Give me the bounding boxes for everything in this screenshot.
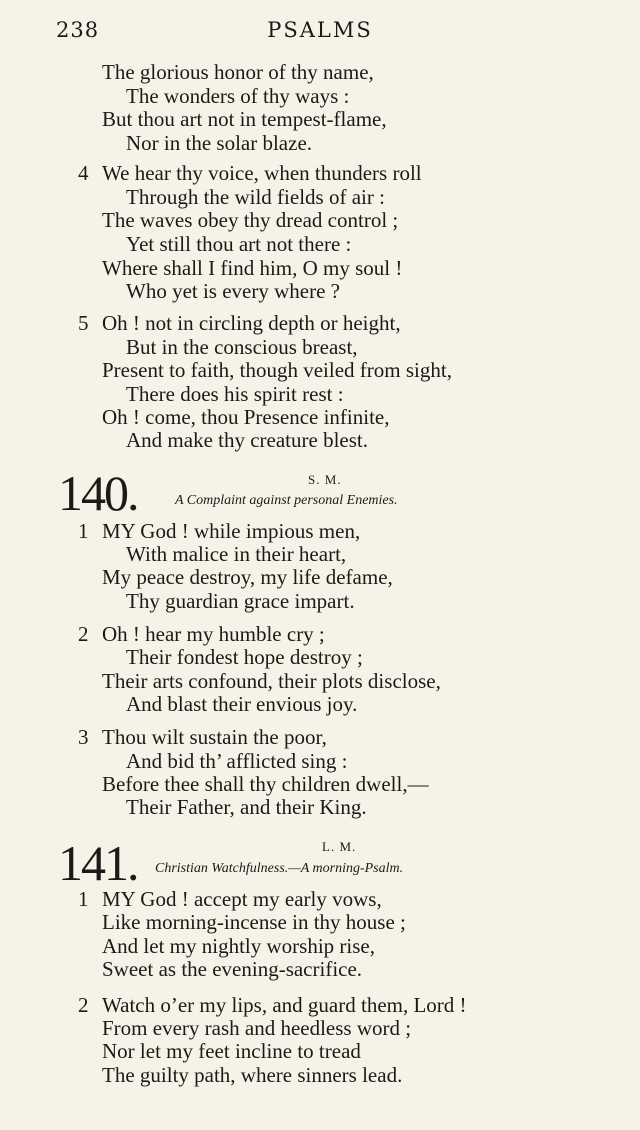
stanza-number: 1 <box>78 519 89 543</box>
hymn-number: 141. <box>58 835 138 891</box>
verse-line: The guilty path, where sinners lead. <box>102 1063 403 1087</box>
hymn-subject: Christian Watchfulness.—A morning-Psalm. <box>155 861 404 876</box>
verse-line: Thou wilt sustain the poor, <box>102 725 327 749</box>
verse-line: There does his spirit rest : <box>126 382 344 406</box>
running-title: PSALMS <box>267 18 373 42</box>
page-header <box>0 18 640 48</box>
verse-line: My peace destroy, my life defame, <box>102 565 393 589</box>
verse-line: Nor let my feet incline to tread <box>102 1039 361 1063</box>
verse-line: Present to faith, though veiled from sight, <box>102 358 452 382</box>
verse-line: Who yet is every where ? <box>126 279 340 303</box>
verse-line: Their Father, and their King. <box>126 795 367 819</box>
hymn-meter: S. M. <box>308 472 342 487</box>
verse-line: Oh ! not in circling depth or height, <box>102 311 401 335</box>
verse-line: Yet still thou art not there : <box>126 232 352 256</box>
verse-line: Before thee shall thy children dwell,— <box>102 772 429 796</box>
verse-line: The glorious honor of thy name, <box>102 60 374 84</box>
verse-line: MY God ! while impious men, <box>102 519 361 543</box>
stanza-number: 5 <box>78 311 89 335</box>
verse-line: From every rash and heedless word ; <box>102 1016 412 1040</box>
stanza-number: 2 <box>78 622 89 646</box>
verse-line: Nor in the solar blaze. <box>126 131 313 155</box>
verse-line: Where shall I find him, O my soul ! <box>102 256 403 280</box>
stanza-number: 1 <box>78 887 89 911</box>
verse-line: And make thy creature blest. <box>126 428 368 452</box>
verse-line: With malice in their heart, <box>126 542 347 566</box>
verse-line: Through the wild fields of air : <box>126 185 385 209</box>
page-number: 238 <box>56 18 100 42</box>
verse-line: Their arts confound, their plots disclose, <box>102 669 441 693</box>
stanza-number: 3 <box>78 725 89 749</box>
verse-line: But thou art not in tempest-flame, <box>102 107 387 131</box>
verse-line: Their fondest hope destroy ; <box>126 645 363 669</box>
verse-line: The waves obey thy dread control ; <box>102 208 399 232</box>
verse-line: Thy guardian grace impart. <box>126 589 355 613</box>
hymn-number: 140. <box>58 465 138 521</box>
verse-line: And blast their envious joy. <box>126 692 358 716</box>
verse-line: And bid th’ afflicted sing : <box>126 749 348 773</box>
verse-line: Watch o’er my lips, and guard them, Lord ! <box>102 993 467 1017</box>
stanza-number: 2 <box>78 993 89 1017</box>
verse-line: We hear thy voice, when thunders roll <box>102 161 422 185</box>
hymn-subject: A Complaint against personal Enemies. <box>175 493 398 508</box>
verse-line: MY God ! accept my early vows, <box>102 887 382 911</box>
hymn-meter: L. M. <box>322 839 357 854</box>
verse-line: Sweet as the evening-sacrifice. <box>102 957 363 981</box>
verse-line: And let my nightly worship rise, <box>102 934 375 958</box>
stanza-number: 4 <box>78 161 89 185</box>
verse-line: Oh ! come, thou Presence infinite, <box>102 405 390 429</box>
verse-line: The wonders of thy ways : <box>126 84 350 108</box>
verse-line: Like morning-incense in thy house ; <box>102 910 406 934</box>
verse-line: Oh ! hear my humble cry ; <box>102 622 325 646</box>
verse-line: But in the conscious breast, <box>126 335 358 359</box>
